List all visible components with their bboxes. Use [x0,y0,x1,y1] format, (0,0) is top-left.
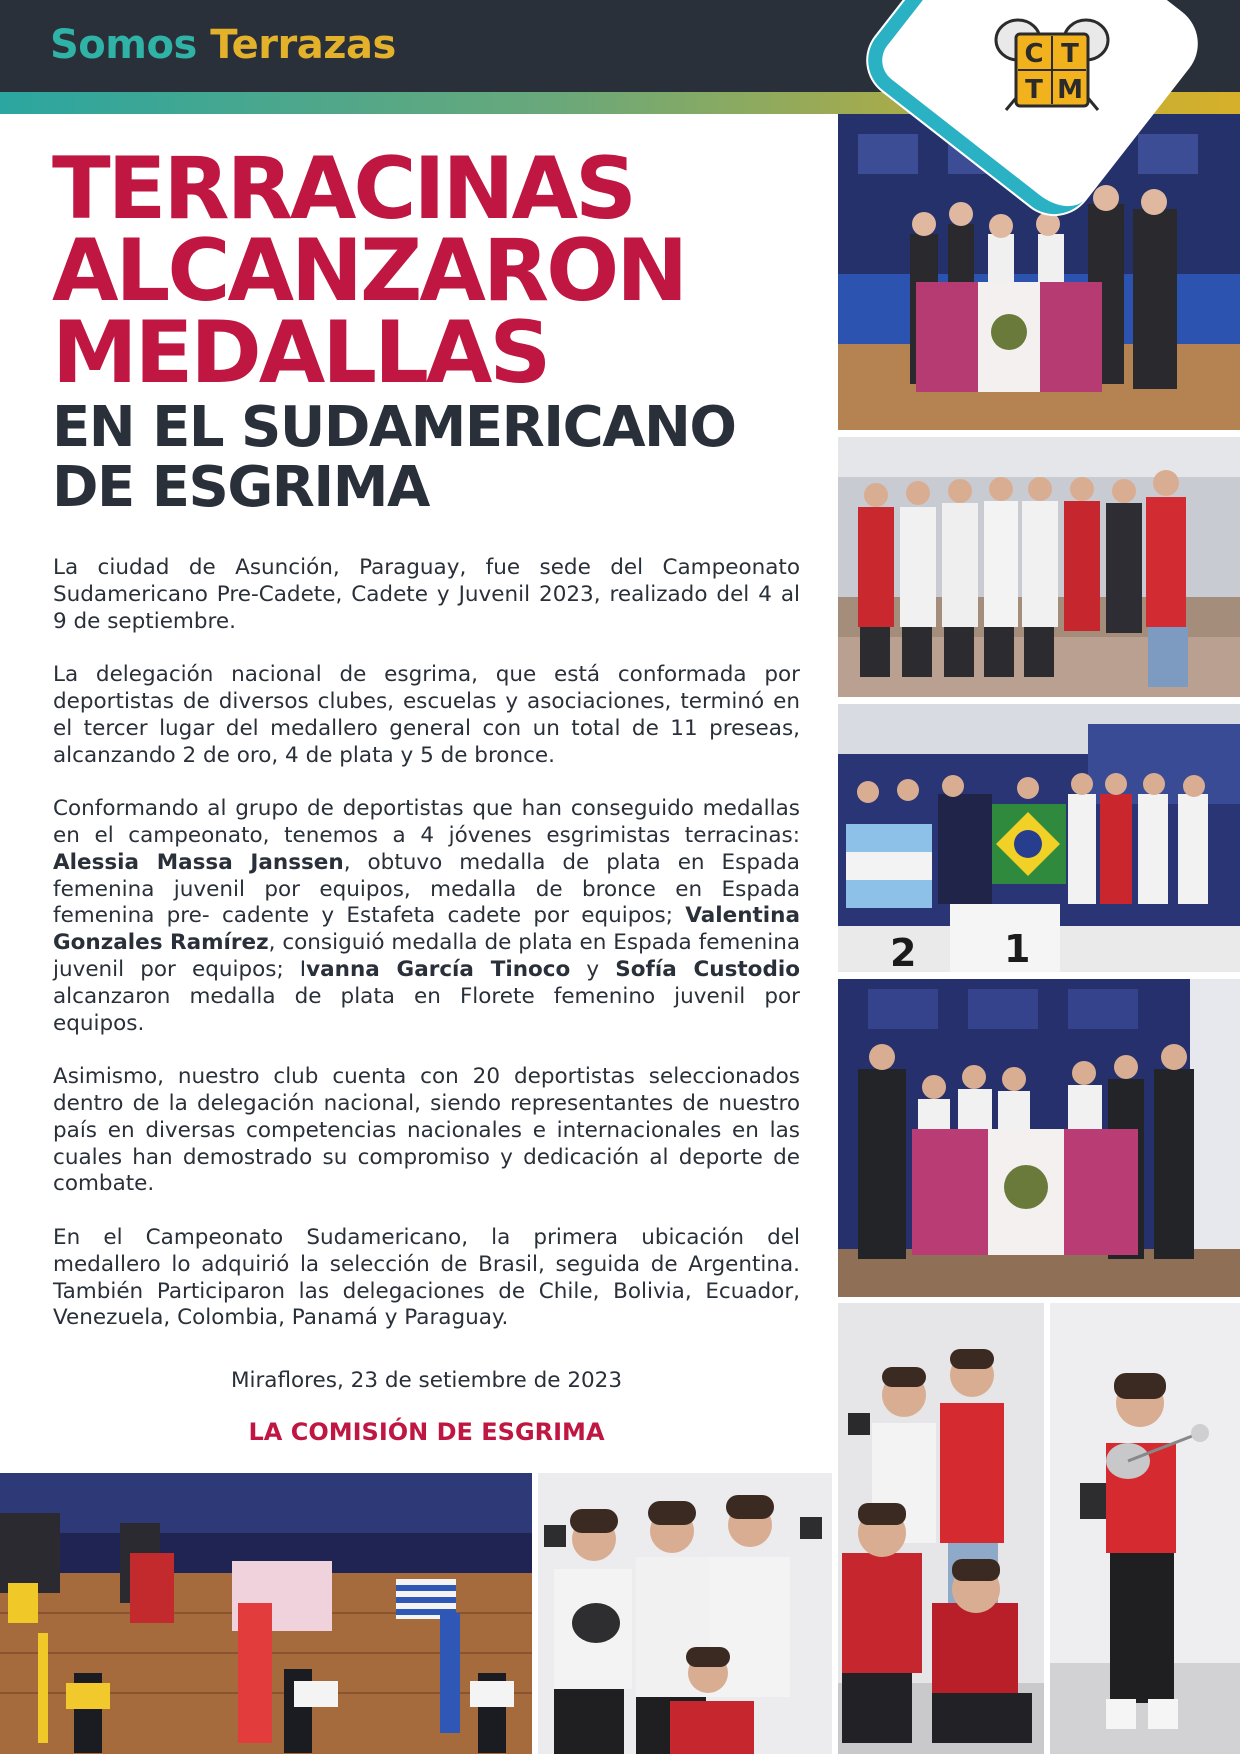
p3-text-d: y [570,956,616,982]
logo-letter-3: T [1025,75,1043,105]
p3-text-c: , consiguió medalla de plata en Espada femenina juvenil por equipos; I [53,930,800,982]
p3-text-e: alcanzaron medalla de plata en Florete femenino juvenil por equipos. [53,983,800,1036]
paragraph-3 [53,796,800,1037]
athlete-name-2: Valentina Gonzales Ramírez [53,903,800,956]
logo-letter-1: C [1024,39,1044,69]
headline-line-2: ALCANZARON [52,221,686,321]
photo-team-medals-2 [838,437,1240,697]
photo-ceremony-7 [0,1473,532,1754]
cttm-logo [992,14,1112,116]
place-date: Miraflores, 23 de setiembre de 2023 [230,1368,623,1393]
headline-line-4: EN EL SUDAMERICANO [52,395,736,460]
paragraph-2: La delegación nacional de esgrima, que está conformada por deportistas de diversos clubes, escuelas y asociaciones, terminó en el tercer lugar del medallero general con un total de 11 preseas, alcanzando 2 de oro, 4 de plata y 5 de bronce. [53,662,800,768]
photo-podium-3 [838,704,1240,972]
photo-team-medals-8 [538,1473,832,1754]
logo-letter-2: T [1061,39,1079,69]
headline-line-5: DE ESGRIMA [52,455,429,520]
p3-text-a: Conformando al grupo de deportistas que han conseguido medallas en el campeonato, tenemos a 4 jóvenes esgrimistas terracinas: [53,796,800,848]
headline-line-1: TERRACINAS [52,139,634,239]
logo-letter-4: M [1057,75,1083,105]
photo-girls-medals-5 [838,1303,1044,1754]
athlete-name-3: vanna García Tinoco [306,956,571,982]
podium-number-2: 2 [890,931,917,972]
brand-title-part2: Terrazas [210,22,396,68]
article-body [53,555,800,1359]
athlete-name-1: Alessia Massa Janssen [53,849,344,875]
athlete-name-4: Sofía Custodio [615,956,800,982]
brand-title [50,22,396,68]
signature: LA COMISIÓN DE ESGRIMA [248,1418,605,1446]
podium-number-1: 1 [1004,927,1031,971]
brand-title-part1: Somos [50,22,197,68]
photo-team-flag-4 [838,979,1240,1297]
headline [52,139,812,520]
headline-line-3: MEDALLAS [52,303,549,403]
paragraph-1: La ciudad de Asunción, Paraguay, fue sede del Campeonato Sudamericano Pre-Cadete, Cadete y Juvenil 2023, realizado del 4 al 9 de septiembre. [53,555,800,634]
paragraph-5: En el Campeonato Sudamericano, la primera ubicación del medallero lo adquirió la selección de Brasil, seguida de Argentina. También Participaron las delegaciones de Chile, Bolivia, Ecuador, Venezuela, Colombia, Panamá y Paraguay. [53,1224,800,1331]
p3-text-b: , obtuvo medalla de plata en Espada femenina juvenil por equipos, medalla de bronce en Espada femenina pre- cadente y Estafeta cadete por equipos; [53,849,800,929]
paragraph-4: Asimismo, nuestro club cuenta con 20 deportistas seleccionados dentro de la delegación nacional, siendo representantes de nuestro país en diversas competencias nacionales e internacionales en las cuales han demostrado su compromiso y dedicación al deporte de combate. [53,1064,800,1197]
photo-girl-medal-6 [1050,1303,1240,1754]
